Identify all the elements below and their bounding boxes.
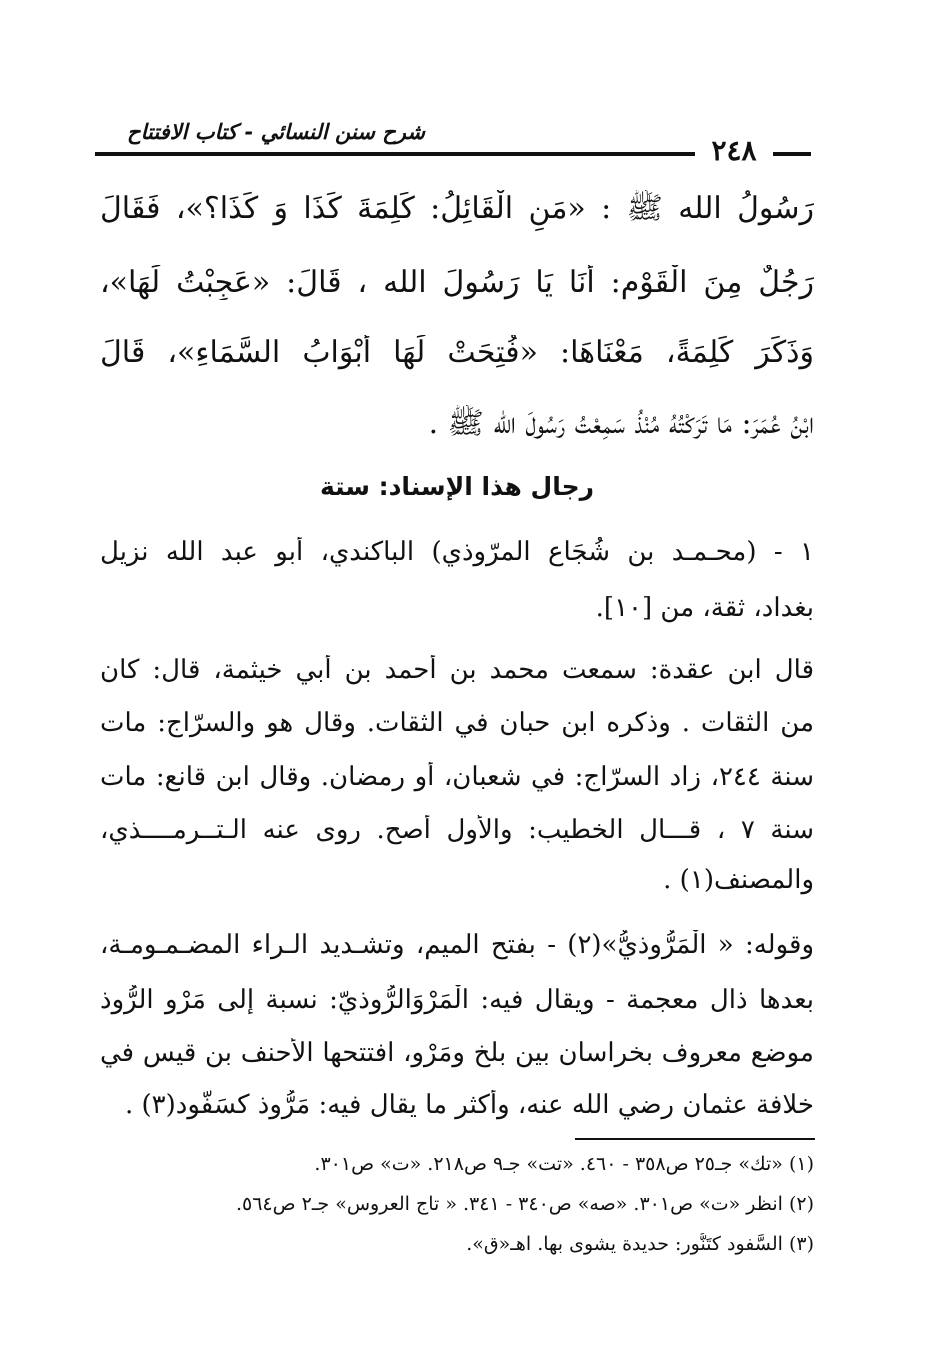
footnote-separator [575,1138,815,1140]
section-title: رجال هذا الإسناد: ستة [319,472,595,501]
hadith-line: وَذَكَرَ كَلِمَةً، مَعْنَاهَا: «فُتِحَتْ لَهَا أَبْوَابُ السَّمَاءِ»، قَالَ [100,335,814,370]
footnote: (٣) السَّفود كتَنُّور: حديدة يشوى بها. اهـ«ق». [466,1233,814,1255]
narrator-line: ١ - (محـمـد بن شُجَاع المرّوذي) الباكندي، أبو عبد الله نزيل [100,537,814,567]
hadith-line: رَجُلٌ مِنَ الْقَوْمِ: أَنَا يَا رَسُولَ الله ، قَالَ: «عَجِبْتُ لَهَا»، [100,265,814,300]
page-number-dash [773,152,811,156]
paragraph-line: خلافة عثمان رضي الله عنه، وأكثر ما يقال فيه: مَرُّوذ كسَفُّود(٣) . [124,1090,814,1120]
footnote: (٢) انظر «ت» ص٣٠١. «صه» ص٣٤٠ - ٣٤١. « تاج العروس» جـ٢ ص٥٦٤. [235,1193,814,1215]
header-rule [95,152,695,156]
paragraph-line: والمصنف(١) . [663,865,814,895]
paragraph-line: من الثقات . وذكره ابن حبان في الثقات. وقال هو والسرّاج: مات [100,708,814,738]
paragraph-line: موضع معروف بخراسان بين بلخ ومَرْو، افتتحها الأحنف بن قيس في [100,1038,814,1068]
paragraph-line: قال ابن عقدة: سمعت محمد بن أحمد بن أبي خيثمة، قال: كان [100,655,814,685]
paragraph-line: وقوله: « الْمَرُّوذيُّ»(٢) - بفتح الميم، وتشـديد الـراء المضـمـومـة، [100,930,814,960]
page-number: ٢٤٨ [711,134,757,167]
footnote: (١) «تك» جـ٢٥ ص٣٥٨ - ٤٦٠. «تت» جـ٩ ص٢١٨. «ت» ص٣٠١. [314,1153,814,1175]
hadith-line: ابْنُ عُمَرَ: مَا تَرَكْتُهُ مُنْذُ سَمِعْتُ رَسُولَ الله ﷺ . [428,406,814,441]
paragraph-line: سنة ٧ ، قـــال الخطيب: والأول أصح. روى عنه الـتــرمــــذي، [100,815,814,845]
paragraph-line: بعدها ذال معجمة - ويقال فيه: الْمَرْوَالرُّوذيّ: نسبة إلى مَرْو الرُّوذ [100,985,814,1015]
narrator-line: بغداد، ثقة، من [١٠]. [595,593,814,623]
running-header-title: شرح سنن النسائي - كتاب الافتتاح [127,120,425,144]
hadith-line: رَسُولُ الله ﷺ : «مَنِ الْقَائِلُ: كَلِمَةَ كَذَا وَ كَذَا؟»، فَقَالَ [100,191,814,226]
paragraph-line: سنة ٢٤٤، زاد السرّاج: في شعبان، أو رمضان. وقال ابن قانع: مات [100,762,814,792]
